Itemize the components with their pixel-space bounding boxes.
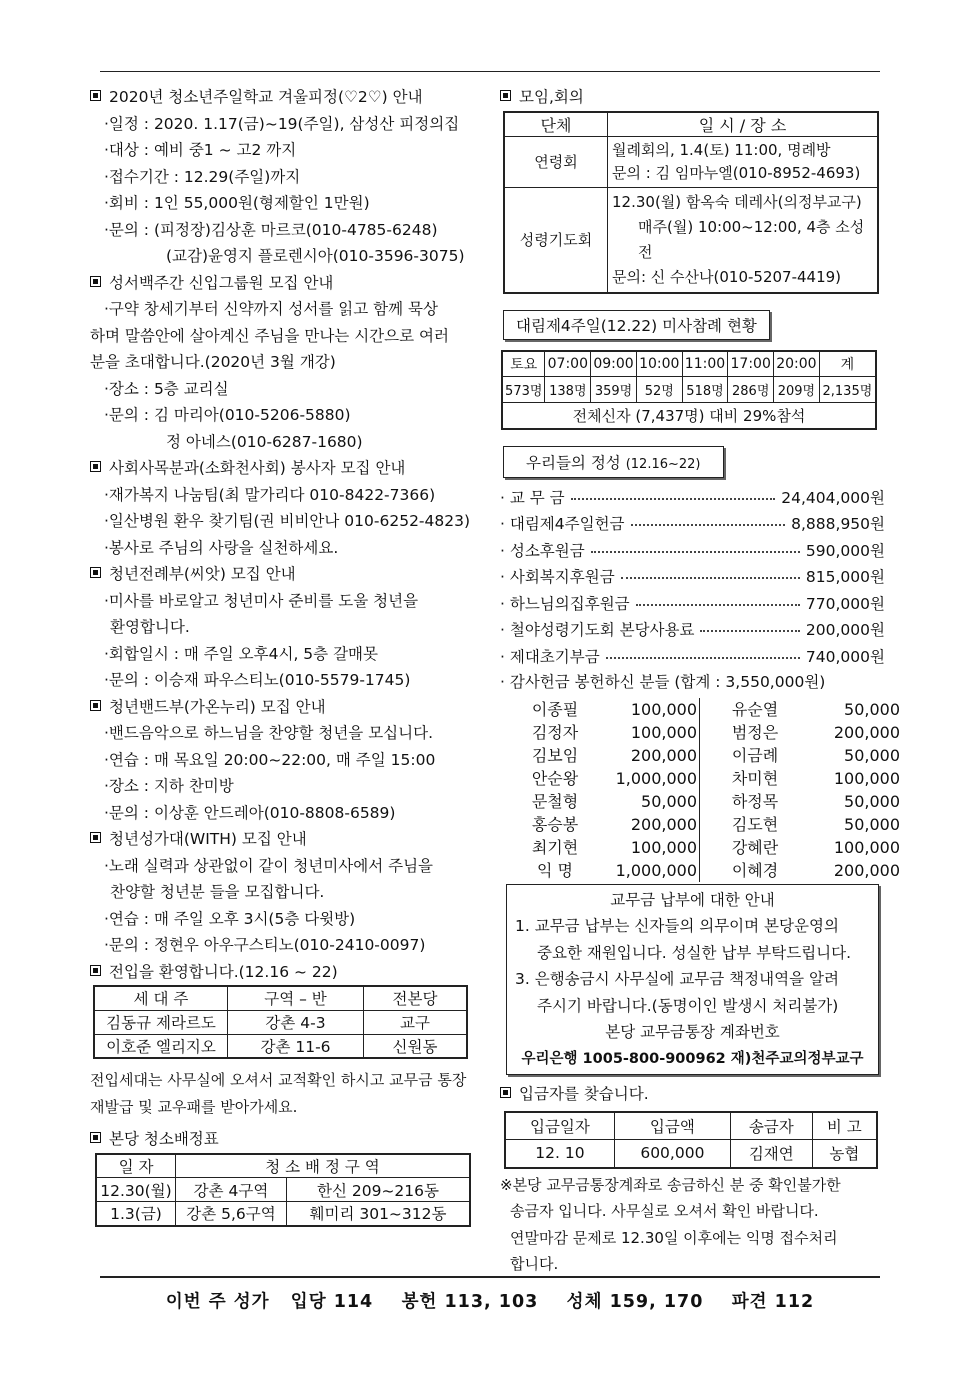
info-line: 하며 말씀안에 살아계신 주님을 만나는 시간으로 여러 [90, 326, 449, 345]
table-cell: 강촌 5,6구역 [176, 1202, 287, 1226]
meetings-table [503, 111, 879, 294]
summary-cell: 전체신자 (7,437명) 대비 29%참석 [502, 403, 876, 429]
table-cell: 573명 [502, 377, 545, 403]
bottom-rule [100, 1276, 880, 1278]
transfer-section [90, 959, 480, 1121]
table-cell: 209명 [774, 377, 820, 403]
section-title: 사회사목분과(소화천사회) 봉사자 모집 안내 [109, 459, 406, 477]
note-line: 재발급 및 교우패를 받아가세요. [90, 1097, 298, 1116]
table-cell: 1.3(금) [96, 1202, 176, 1226]
section-title: 청년밴드부(가온누리) 모집 안내 [109, 697, 326, 716]
section-title: 입금자를 찾습니다. [519, 1085, 649, 1103]
section-title: 성서백주간 신입그룹원 모집 안내 [109, 273, 334, 292]
column-header: 비 고 [812, 1112, 877, 1140]
winter-retreat-section [90, 84, 480, 270]
column-header: 계 [819, 351, 876, 377]
info-line: ·밴드음악으로 하느님을 찬양할 청년을 모십니다. [104, 724, 434, 742]
table-cell: 농협 [812, 1140, 877, 1168]
table-cell: 강촌 4-3 [228, 1010, 364, 1034]
top-rule [100, 71, 880, 72]
offering-item: · 성소후원금 590,000원 [500, 541, 885, 560]
cleaning-section [90, 1126, 480, 1227]
offering-item: · 사회복지후원금 815,000원 [500, 568, 885, 587]
list-item: 익 명 1,000,000 이혜경 200,000 [537, 860, 900, 880]
table-cell: 한신 209~216동 [287, 1178, 471, 1202]
square-bullet-icon [90, 700, 101, 711]
mass-attendance-table [501, 350, 877, 430]
square-bullet-icon [90, 567, 101, 578]
account-number: 우리은행 1005-800-900962 재)천주교의정부교구 [521, 1050, 864, 1067]
info-line: ·연습 : 매 주일 오후 3시(5층 다윗방) [104, 909, 356, 928]
account-label: 본당 교무금통장 계좌번호 [605, 1023, 780, 1041]
thanks-offering-title: · 감사헌금 봉헌하신 분들 (합계 : 3,550,000원) [500, 673, 826, 691]
square-bullet-icon [90, 832, 101, 843]
column-header: 11:00 [682, 351, 728, 377]
info-line: ·회합일시 : 매 주일 오후4시, 5층 갈매못 [104, 644, 378, 663]
table-cell: 강촌 4구역 [176, 1178, 287, 1202]
column-header: 일 자 [96, 1154, 176, 1178]
notice-line: 3. 은행송금시 사무실에 교무금 책정내역을 알려 [515, 970, 839, 988]
info-line: ·장소 : 지하 찬미방 [104, 777, 234, 795]
table-cell: 286명 [728, 377, 774, 403]
table-cell: 359명 [591, 377, 637, 403]
offering-item: · 교 무 금 24,404,000원 [500, 488, 885, 507]
list-item: 안순왕 1,000,000 차미현 100,000 [531, 768, 900, 788]
table-cell: 12. 10 [505, 1140, 614, 1168]
column-header: 세 대 주 [94, 986, 228, 1010]
notice-line: 1. 교무금 납부는 신자들의 의무이며 본당운영의 [515, 917, 839, 935]
info-line: ·미사를 바로알고 청년미사 준비를 도울 청년을 [104, 591, 419, 610]
group-cell: 성령기도회 [504, 187, 608, 293]
info-line: ·일산병원 환우 찾기팀(권 비비안나 010-6252-4823) [104, 512, 471, 530]
transfer-table [93, 985, 468, 1059]
info-line: ·대상 : 예비 중1 ~ 고2 까지 [104, 141, 297, 159]
column-header: 일 시 / 장 소 [608, 112, 879, 137]
note-line: 송금자 입니다. 사무실로 오셔서 확인 바랍니다. [510, 1202, 819, 1220]
list-item: 최기현 100,000 강혜란 100,000 [531, 837, 900, 857]
note-line: ※본당 교무금통장계좌로 송금하신 분 중 확인불가한 [500, 1175, 841, 1194]
section-title: 대림제4주일(12.22) 미사참례 현황 [503, 310, 770, 340]
table-cell: 강촌 11-6 [228, 1034, 364, 1058]
youth-liturgy-section [90, 561, 480, 694]
square-bullet-icon [90, 1132, 101, 1143]
column-header: 20:00 [774, 351, 820, 377]
table-cell: 52명 [636, 377, 682, 403]
table-cell: 12.30(월) [96, 1178, 176, 1202]
dues-notice-box [506, 884, 879, 1076]
info-line: ·문의 : 이승재 파우스티노(010-5579-1745) [104, 671, 411, 689]
column-header: 17:00 [728, 351, 774, 377]
notice-title: 교무금 납부에 대한 안내 [610, 890, 775, 909]
square-bullet-icon [90, 461, 101, 472]
group-cell: 연령회 [504, 136, 608, 187]
right-column [500, 84, 900, 1278]
square-bullet-icon [500, 90, 511, 101]
column-header: 토요 [502, 351, 545, 377]
info-line: 찬양할 청년분 들을 모집합니다. [110, 883, 325, 901]
table-cell: 김재연 [730, 1140, 812, 1168]
offering-item: · 철야성령기도회 본당사용료 200,000원 [500, 621, 885, 640]
column-header: 단체 [504, 112, 608, 137]
info-line: ·문의 : 정현우 아우구스티노(010-2410-0097) [104, 936, 426, 954]
info-line: ·장소 : 5층 교리실 [104, 379, 229, 398]
mass-attendance-section [500, 310, 885, 430]
depositor-table [504, 1111, 878, 1169]
info-line: 환영합니다. [110, 618, 190, 636]
note-line: 합니다. [510, 1255, 559, 1273]
info-line: 분을 초대합니다.(2020년 3월 개강) [90, 353, 336, 371]
column-header: 구역 – 반 [228, 986, 364, 1010]
youth-choir-section [90, 826, 480, 959]
table-cell: 이호준 엘리지오 [94, 1034, 228, 1058]
left-column [90, 84, 480, 1227]
info-line: ·문의 : (피정장)김상훈 마르코(010-4785-6248) [104, 220, 438, 239]
info-line: (교감)윤영지 플로렌시아(010-3596-3075) [166, 247, 465, 265]
square-bullet-icon [500, 1087, 511, 1098]
info-line: ·문의 : 이상훈 안드레아(010-8808-6589) [104, 803, 396, 822]
info-line: ·재가복지 나눔팀(최 말가리다 010-8422-7366) [104, 485, 436, 504]
depositor-section [500, 1081, 885, 1278]
bible-study-section [90, 270, 480, 456]
cleaning-table [95, 1153, 471, 1227]
info-line: ·봉사로 주님의 사랑을 실천하세요. [104, 538, 339, 557]
column-header: 10:00 [636, 351, 682, 377]
table-cell: 518명 [682, 377, 728, 403]
offering-item: · 제대초기부금 740,000원 [500, 647, 885, 666]
list-item: 김정자 100,000 범정은 200,000 [531, 722, 900, 742]
table-cell: 교구 [364, 1010, 468, 1034]
table-cell: 신원동 [364, 1034, 468, 1058]
section-title: 본당 청소배정표 [109, 1130, 219, 1148]
list-item: 홍승봉 200,000 김도현 50,000 [531, 814, 900, 834]
column-header: 입금액 [614, 1112, 730, 1140]
list-item: 문철형 50,000 하정목 50,000 [531, 791, 900, 811]
column-header: 송금자 [730, 1112, 812, 1140]
info-line: ·연습 : 매 목요일 20:00~22:00, 매 주일 15:00 [104, 750, 436, 769]
meetings-section [500, 84, 885, 294]
table-cell: 2,135명 [819, 377, 876, 403]
donor-list [500, 698, 900, 882]
info-line: ·문의 : 김 마리아(010-5206-5880) [104, 406, 351, 424]
schedule-cell: 월례회의, 1.4(토) 11:00, 명례방 문의 : 김 임마누엘(010-8952-4693) [608, 136, 879, 187]
youth-band-section [90, 694, 480, 827]
square-bullet-icon [90, 276, 101, 287]
square-bullet-icon [90, 90, 101, 101]
info-line: ·접수기간 : 12.29(주일)까지 [104, 167, 301, 186]
info-line: 정 아네스(010-6287-1680) [166, 432, 363, 451]
notice-line: 주시기 바랍니다.(동명이인 발생시 처리불가) [537, 996, 839, 1015]
column-header: 청 소 배 정 구 역 [176, 1154, 471, 1178]
table-cell: 훼미리 301~312동 [287, 1202, 471, 1226]
offering-section [500, 446, 900, 882]
note-line: 연말마감 문제로 12.30일 이후에는 익명 접수처리 [510, 1228, 838, 1247]
section-title: 청년전례부(씨앗) 모집 안내 [109, 565, 296, 583]
column-header: 09:00 [591, 351, 637, 377]
offering-item: · 대림제4주일헌금 8,888,950원 [500, 515, 885, 534]
column-header: 전본당 [364, 986, 468, 1010]
schedule-cell: 12.30(월) 함옥숙 데레사(의정부교구) 매주(월) 10:00~12:00, 4층 소성전 문의: 신 수산나(010-5207-4419) [608, 187, 879, 293]
column-header: 입금일자 [505, 1112, 614, 1140]
info-line: ·구약 창세기부터 신약까지 성서를 읽고 함께 묵상 [104, 300, 438, 318]
column-header: 07:00 [545, 351, 591, 377]
info-line: ·노래 실력과 상관없이 같이 청년미사에서 주님을 [104, 856, 434, 875]
note-line: 전입세대는 사무실에 오셔서 교적확인 하시고 교무금 통장 [90, 1071, 467, 1089]
square-bullet-icon [90, 965, 101, 976]
hymn-numbers-footer: 이번 주 성가 입당 114 봉헌 113, 103 성체 159, 170 파견 112 [165, 1292, 815, 1312]
section-title: 청년성가대(WITH) 모집 안내 [109, 830, 307, 848]
section-title: 2020년 청소년주일학교 겨울피정(♡2♡) 안내 [109, 88, 423, 106]
table-cell: 김동규 제라르도 [94, 1010, 228, 1034]
section-title: 우리들의 정성 (12.16~22) [503, 446, 724, 478]
list-item: 이종필 100,000 유순열 50,000 [531, 699, 900, 719]
table-cell: 138명 [545, 377, 591, 403]
info-line: ·회비 : 1인 55,000원(형제할인 1만원) [104, 194, 370, 212]
info-line: ·일정 : 2020. 1.17(금)~19(주일), 삼성산 피정의집 [104, 114, 460, 133]
section-title: 전입을 환영합니다.(12.16 ~ 22) [109, 962, 338, 981]
social-ministry-section [90, 455, 480, 561]
list-item: 김보임 200,000 이금례 50,000 [531, 745, 900, 765]
offering-item: · 하느님의집후원금 770,000원 [500, 594, 885, 613]
notice-line: 중요한 재원입니다. 성실한 납부 부탁드립니다. [537, 943, 852, 962]
section-title: 모임,회의 [519, 88, 584, 106]
table-cell: 600,000 [614, 1140, 730, 1168]
